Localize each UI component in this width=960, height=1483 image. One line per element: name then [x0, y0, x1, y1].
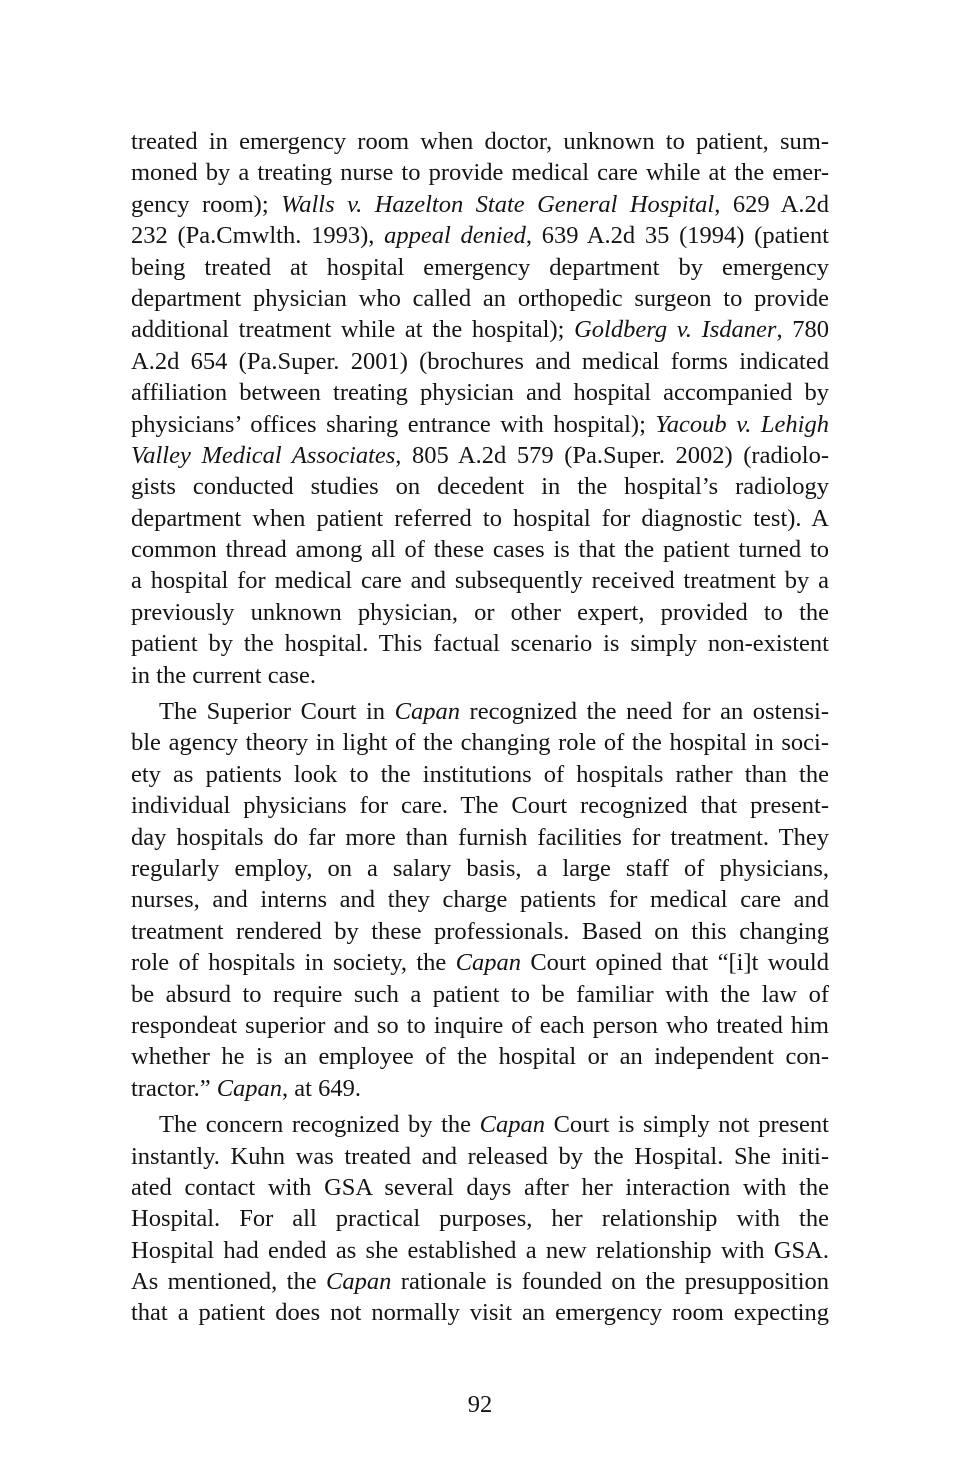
- text-line: [131, 1041, 829, 1072]
- italic-citation: Valley Medical Associates: [131, 441, 396, 469]
- text-line: [131, 790, 829, 821]
- text-run: department when patient referred to hospital for diagnostic test). A: [131, 504, 829, 532]
- text-run: The concern recognized by the: [159, 1111, 480, 1139]
- text-line: [131, 409, 829, 440]
- text-line: [131, 1266, 829, 1297]
- text-run: The Superior Court in: [159, 698, 395, 726]
- text-run: patient by the hospital. This factual scenario is simply non-existent: [131, 630, 829, 658]
- text-run: nurses, and interns and they charge patients for medical care and: [131, 886, 829, 914]
- text-line: [131, 822, 829, 853]
- text-line: [131, 503, 829, 534]
- italic-citation: Capan: [394, 698, 460, 726]
- text-run: gists conducted studies on decedent in the hospital’s radiology: [131, 473, 829, 501]
- text-line: [131, 314, 829, 345]
- text-run: ated contact with GSA several days after her interaction with the: [131, 1173, 829, 1201]
- text-line: [131, 565, 829, 596]
- text-line: [131, 696, 829, 727]
- text-line: [131, 597, 829, 628]
- text-run: Court is simply not present: [544, 1111, 829, 1139]
- text-run: previously unknown physician, or other expert, provided to the: [131, 598, 829, 626]
- text-line: [131, 1172, 829, 1203]
- text-line: [131, 1010, 829, 1041]
- text-run: A.2d 654 (Pa.Super. 2001) (brochures and medical forms indicated: [131, 347, 829, 375]
- text-run: that a patient does not normally visit an emergency room expecting: [131, 1299, 829, 1327]
- text-run: , at 649.: [282, 1074, 361, 1102]
- page-number: 92: [467, 1391, 493, 1418]
- italic-citation: Capan: [455, 949, 521, 977]
- text-line: [131, 534, 829, 565]
- text-line: [131, 979, 829, 1010]
- text-line: [131, 440, 829, 471]
- text-line: [131, 346, 829, 377]
- page-body: [131, 126, 829, 1329]
- text-line: [131, 1235, 829, 1266]
- text-line: [131, 884, 829, 915]
- text-line: [131, 283, 829, 314]
- italic-citation: Yacoub v. Lehigh: [655, 410, 829, 438]
- text-run: , 639 A.2d 35 (1994) (patient: [525, 222, 829, 250]
- text-run: ble agency theory in light of the changing role of the hospital in soci-: [131, 729, 829, 757]
- text-run: recognized the need for an ostensi-: [459, 698, 829, 726]
- text-line: [131, 1297, 829, 1328]
- text-run: whether he is an employee of the hospital or an independent con-: [131, 1043, 829, 1071]
- text-line: [131, 947, 829, 978]
- italic-citation: Goldberg v. Isdaner: [574, 316, 777, 344]
- text-run: treatment rendered by these professionals. Based on this changing: [131, 917, 829, 945]
- text-run: Hospital. For all practical purposes, her relationship with the: [131, 1205, 829, 1233]
- text-run: role of hospitals in society, the: [131, 949, 456, 977]
- text-run: As mentioned, the: [131, 1268, 327, 1296]
- text-run: regularly employ, on a salary basis, a large staff of physicians,: [131, 854, 829, 882]
- text-line: [131, 916, 829, 947]
- text-line: [131, 220, 829, 251]
- text-run: Court opined that “[i]t would: [520, 949, 829, 977]
- text-line: [131, 252, 829, 283]
- paragraph: [131, 126, 829, 691]
- text-run: , 805 A.2d 579 (Pa.Super. 2002) (radiolo-: [395, 441, 829, 469]
- text-run: rationale is founded on the presupposition: [391, 1268, 830, 1296]
- italic-citation: Capan: [326, 1268, 392, 1296]
- text-run: , 629 A.2d: [714, 190, 830, 218]
- text-run: , 780: [776, 316, 829, 344]
- text-line: [131, 727, 829, 758]
- text-line: [131, 157, 829, 188]
- text-run: respondeat superior and so to inquire of each person who treated him: [131, 1011, 829, 1039]
- text-run: in the current case.: [131, 661, 317, 689]
- text-run: physicians’ offices sharing entrance with hospital);: [131, 410, 656, 438]
- italic-citation: Walls v. Hazelton State General Hospital: [281, 190, 715, 218]
- text-run: individual physicians for care. The Court recognized that present-: [131, 792, 829, 820]
- paragraph: [131, 696, 829, 1104]
- text-run: tractor.”: [131, 1074, 217, 1102]
- text-line: [131, 1203, 829, 1234]
- italic-citation: Capan: [216, 1074, 283, 1102]
- paragraph: [131, 1109, 829, 1329]
- text-line: [131, 471, 829, 502]
- text-line: [131, 126, 829, 157]
- text-run: ety as patients look to the institutions of hospitals rather than the: [131, 760, 829, 788]
- text-run: be absurd to require such a patient to be familiar with the law of: [131, 980, 829, 1008]
- text-line: [131, 377, 829, 408]
- text-line: [131, 1109, 829, 1140]
- text-run: department physician who called an orthopedic surgeon to provide: [131, 284, 829, 312]
- text-line: [131, 628, 829, 659]
- text-run: day hospitals do far more than furnish facilities for treatment. They: [131, 823, 829, 851]
- text-line: [131, 1073, 829, 1104]
- text-line: [131, 660, 829, 691]
- text-run: instantly. Kuhn was treated and released by the Hospital. She initi-: [131, 1142, 829, 1170]
- text-line: [131, 759, 829, 790]
- text-run: common thread among all of these cases is that the patient turned to: [131, 536, 829, 564]
- text-run: 232 (Pa.Cmwlth. 1993),: [131, 222, 385, 250]
- italic-citation: Capan: [479, 1111, 545, 1139]
- text-run: being treated at hospital emergency department by emergency: [131, 253, 829, 281]
- text-run: moned by a treating nurse to provide medical care while at the emer-: [131, 159, 829, 187]
- italic-citation: appeal denied: [384, 222, 526, 250]
- text-run: a hospital for medical care and subsequently received treatment by a: [131, 567, 829, 595]
- text-run: gency room);: [131, 190, 282, 218]
- text-run: additional treatment while at the hospital);: [131, 316, 575, 344]
- text-run: treated in emergency room when doctor, unknown to patient, sum-: [131, 128, 829, 155]
- text-line: [131, 189, 829, 220]
- text-run: Hospital had ended as she established a new relationship with GSA.: [131, 1236, 829, 1264]
- text-line: [131, 853, 829, 884]
- text-line: [131, 1141, 829, 1172]
- text-run: affiliation between treating physician and hospital accompanied by: [131, 379, 829, 407]
